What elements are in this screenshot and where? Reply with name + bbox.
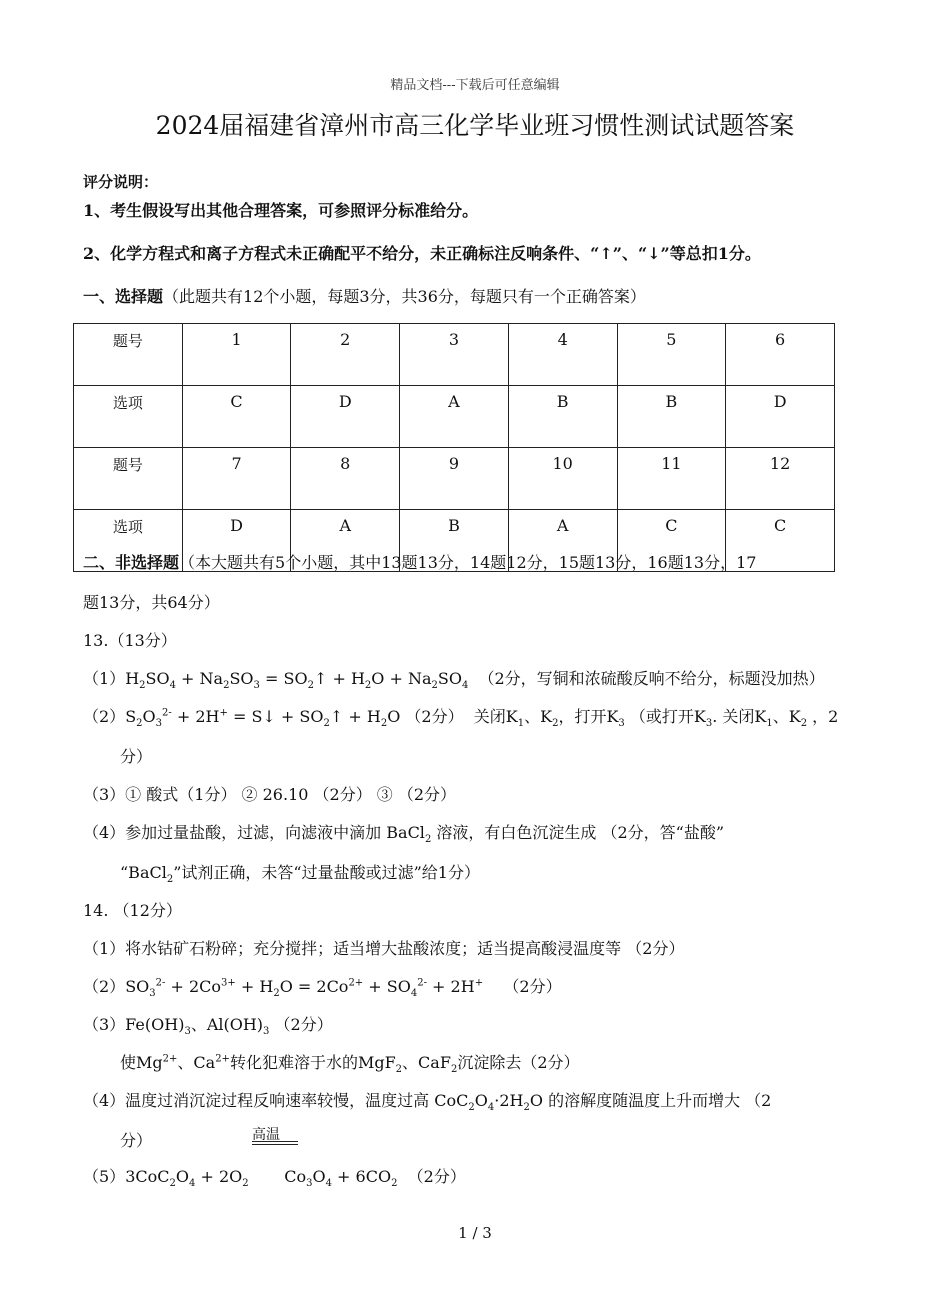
question-number: 10 (508, 448, 617, 510)
answer-cell: C (726, 510, 835, 572)
page-number: 1 / 3 (458, 1224, 492, 1242)
q13-part2-text: . 关闭K (712, 707, 767, 726)
answer-cell: D (291, 386, 400, 448)
q14-part3-text: 、Ca (177, 1053, 216, 1072)
question-number: 3 (400, 324, 509, 386)
answer-cell: A (508, 510, 617, 572)
q14-part3-text: 转化犯难溶于水的MgF (229, 1053, 396, 1072)
q13-part4-text: （4）参加过量盐酸，过滤，向滤液中滴加 BaCl (83, 823, 425, 842)
answer-table (73, 323, 835, 572)
question-number: 9 (400, 448, 509, 510)
q13-part3: （3）① 酸式（1分） ② 26.10 （2分） ③ （2分） (83, 785, 457, 804)
scoring-heading: 评分说明： (83, 173, 159, 191)
q13-part2-continued: 分） (120, 747, 153, 766)
part2-heading-line (83, 550, 756, 573)
reaction-arrow-line (252, 1144, 298, 1145)
answer-cell: B (400, 510, 509, 572)
q13-part1-score: （2分，写铜和浓硫酸反响不给分，标题没加热） (478, 669, 825, 688)
answer-cell: D (726, 386, 835, 448)
q14-part3-score: （2分） (274, 1015, 333, 1034)
q13-part2-score: （2分） (405, 707, 464, 726)
row-label: 选项 (74, 510, 183, 572)
q14-part2: $(2)SO_3^{2-} + 2Co^{3+} + H_2O = 2Co^{2+} + SO_4^{2-} + 2H^+$ （2分） (83, 977, 562, 1000)
q14-part3-text: 、Al(OH) (190, 1015, 264, 1034)
question-number: 1 (182, 324, 291, 386)
q14-part3-text: 沉淀除去（2分） (457, 1053, 580, 1072)
question-number: 8 (291, 448, 400, 510)
question-number: 5 (617, 324, 726, 386)
answer-cell: C (617, 510, 726, 572)
scoring-rule-2: 2、化学方程式和离子方程式未正确配平不给分，未正确标注反响条件、“↑”、“↓”等总扣1分。 (83, 244, 761, 263)
part-number: （5） (83, 1167, 126, 1186)
row-label: 题号 (74, 324, 183, 386)
q14-part4-text: ·2H (494, 1091, 524, 1110)
q14-part3-text: 使Mg (120, 1053, 163, 1072)
q13-part1: $(1)H_2SO_4 + Na_2SO_3$ = $SO_2↑ + H_2O + Na_2SO_4$ （2分，写铜和浓硫酸反响不给分，标题没加热） (83, 669, 825, 692)
row-label: 题号 (74, 448, 183, 510)
question-number: 11 (617, 448, 726, 510)
q14-part3-line2: 使$Mg^{2+}$、$Ca^{2+}$转化犯难溶于水的MgF$_2$、CaF$_2$沉淀除去（2分） (120, 1053, 580, 1076)
q14-part3: $(3)Fe(OH)_3$、$Al(OH)_3$ （2分） (83, 1015, 333, 1038)
question-number: 7 (182, 448, 291, 510)
q14-part3-text: 、CaF (402, 1053, 451, 1072)
page-title: 2024届福建省漳州市高三化学毕业班习惯性测试试题答案 (155, 111, 795, 140)
part2-note: （本大题共有5个小题，其中13题13分，14题12分，15题13分，16题13分，17 (179, 553, 757, 572)
page-header: 精品文档---下载后可任意编辑 (390, 78, 560, 93)
answer-cell: D (182, 510, 291, 572)
table-row (74, 324, 835, 386)
q13-part4-text: 溶液，有白色沉淀生成 （2分，答“盐酸” (436, 823, 725, 842)
q14-part4: （4）温度过消沉淀过程反响速率较慢，温度过高 $CoC_2O_4\cdot 2H_2O$ 的溶解度随温度上升而增大 （2 (83, 1091, 772, 1114)
question-number: 4 (508, 324, 617, 386)
question-number: 12 (726, 448, 835, 510)
reaction-arrow-line (252, 1141, 298, 1142)
q14-part4-text: （4）温度过消沉淀过程反响速率较慢，温度过高 CoC (83, 1091, 469, 1110)
question-number: 2 (291, 324, 400, 386)
q13-part4-text: “BaCl (120, 863, 167, 882)
q14-part1: （1）将水钴矿石粉碎；充分搅拌；适当增大盐酸浓度；适当提高酸浸温度等 （2分） (83, 939, 685, 958)
q13-part2-text: 关闭K (473, 707, 518, 726)
q13-part2-text: ，2 (812, 707, 839, 726)
q14-part4-text: O 的溶解度随温度上升而增大 （2 (529, 1091, 772, 1110)
q13-part2: $(2)S_2O_3^{2-} + 2H^+$ = S↓ + $SO_2↑ + H_2O$ （2分） 关闭$K_1$、$K_2$，打开$K_3$ （或打开$K_3$. 关闭$K_1$、$K_2$ ，2 (83, 707, 839, 730)
table-row (74, 386, 835, 448)
part1-note: （此题共有12个小题，每题3分，共36分，每题只有一个正确答案） (163, 287, 646, 306)
q14-part2-score: （2分） (503, 977, 562, 996)
q13-part2-text: （或打开K (629, 707, 706, 726)
answer-cell: B (617, 386, 726, 448)
scoring-rule-1: 1、考生假设写出其他合理答案，可参照评分标准给分。 (83, 201, 479, 220)
q14-part5: $(5)3CoC_2O_4 + 2O_2$ $Co_3O_4 + 6CO_2$ （2分） (83, 1167, 466, 1190)
q13-part2-text: ，打开K (558, 707, 619, 726)
q14-part3-text: （3）Fe(OH) (83, 1015, 185, 1034)
q13-part4: （4）参加过量盐酸，过滤，向滤液中滴加 BaCl$_2$ 溶液，有白色沉淀生成 （2分，答“盐酸” (83, 823, 725, 846)
part-number: （2） (83, 977, 126, 996)
question-number: 6 (726, 324, 835, 386)
q13-part2-text: 、K (772, 707, 801, 726)
q13-part4-text: ”试剂正确，未答“过量盐酸或过滤”给1分） (173, 863, 480, 882)
part2-heading: 二、非选择题 (83, 553, 180, 572)
table-row (74, 448, 835, 510)
part-number: （2） (83, 707, 126, 726)
q14-part4-text: O (474, 1091, 488, 1110)
q14-part5-score: （2分） (407, 1167, 466, 1186)
part1-heading: 一、选择题 (83, 287, 164, 306)
row-label: 选项 (74, 386, 183, 448)
part-number: （1） (83, 669, 126, 688)
q13-part4-continued: “BaCl$_2$”试剂正确，未答“过量盐酸或过滤”给1分） (120, 863, 480, 886)
q13-heading: 13.（13分） (83, 631, 177, 650)
q14-heading: 14. （12分） (83, 901, 182, 920)
q14-part4-continued: 分） (120, 1131, 153, 1150)
part1-heading-line (83, 284, 646, 307)
reaction-condition: 高温 (252, 1127, 280, 1143)
answer-cell: B (508, 386, 617, 448)
q13-part2-text: 、K (524, 707, 553, 726)
answer-cell: C (182, 386, 291, 448)
part2-note-line2: 题13分，共64分） (83, 593, 220, 612)
answer-cell: A (291, 510, 400, 572)
answer-cell: A (400, 386, 509, 448)
